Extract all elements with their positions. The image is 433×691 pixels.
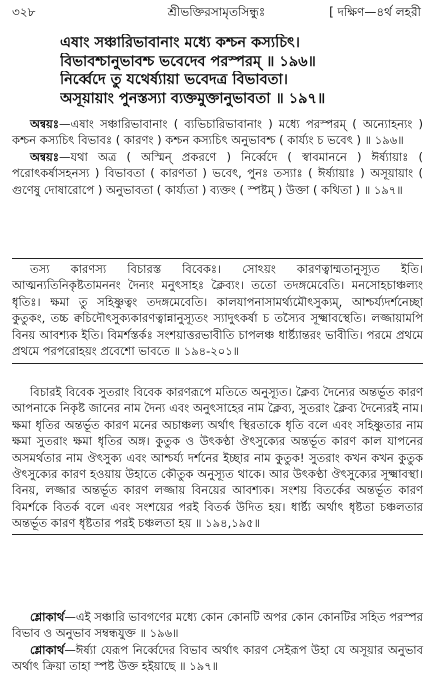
shlokartha-section <box>12 609 423 675</box>
book-title: শ্রীভক্তিরসামৃতসিন্ধুঃ <box>167 5 266 19</box>
verse-line: বিভাবশ্চানুভাবশ্চ ভবেদেব পরস্পরম্ ॥ ১৯৬॥ <box>60 53 316 70</box>
translation-text: বিচারই বিবেক সুতরাং বিবেক কারণরূপে মতিতে অনুস্যূত। ক্লৈব্য দৈন্যের অন্তর্ভূত কারণ আপনাকে নিকৃষ্ট জানের নাম দৈন্য এবং অনুৎসাহের নাম ক্লৈব্য, সুতরাং ক্লৈব্য দৈন্যেরই নাম। ক্ষমা ধৃতির অন্তর্ভূত কারণ মনের অচাঞ্চল্য অর্থাৎ স্থিরতাকে ধৃতি বলে এবং সহিষ্ণুতার নাম ক্ষমা সুতরাং ক্ষমা ধৃতির অঙ্গ। কুতুক ও উৎকণ্ঠা ঔৎসুক্যের অন্তর্ভূত কারণ কাল যাপনের অসমর্থতার নাম ঔৎসুক্য এবং আশ্চর্য্য দর্শনের ইচ্ছার নাম কুতুক! সুতরাং কখন কখন কুতুক ঔৎসুক্যের কারণ হওয়ায় উহাতে কৌতুক অনুস্যূত থাকে। আর উৎকণ্ঠা ঔৎসুক্যের সূক্ষ্মাবস্থা। বিনয়, লজ্জার অন্তর্ভূত কারণ লজ্জায় বিনয়ের আবশ্যক। সংশয় বিতর্কের অন্তর্ভূত কারণ বিমর্শকে বিতর্ক বলে এবং সংশয়ের পরই বিতর্ক উদিত হয়। ধার্ষ্ট্য অর্থাৎ ধৃষ্টতা চঞ্চলতার অন্তর্ভূত কারণ ধৃষ্টতার পরই চঞ্চলতা হয় ॥ ১৯৪,১৯৫॥ <box>12 385 423 531</box>
verse-line: এষাং সঞ্চারিভাবানাং মধ্যে কশ্চন কস্যচিৎ। <box>60 35 300 51</box>
anvaya-text: —যথা অত্র ( অস্মিন্ প্রকরণে ) নির্ব্বেদে ( স্বাবমাননে ) ঈর্ষ্যায়াঃ ( পরোৎকর্ষাসহনস্য ) বিভাবতা ( কারণতা ) ভবেৎ, পুনঃ তস্যাঃ ( ঈর্ষ্যায়াঃ ) অসূয়ায়াং ( গুণেষু দোষারোপে ) অনুভাবতা ( কার্য্যতা ) ব্যক্তং ( স্পষ্টম্ ) উক্তা ( কথিতা ) ॥ ১৯৭॥ <box>12 149 423 197</box>
anvaya-section <box>12 116 423 198</box>
anvaya-label: অন্বয়ঃ <box>30 149 59 164</box>
shlokartha-label: শ্লোকার্থ <box>30 642 65 657</box>
shlokartha-paragraph <box>12 642 423 675</box>
commentary-text: তস্য কারণস্য বিচারস্ত বিবেকঃ। সোঽয়ং কারণত্বাম্মতানুস্যূত ইতি। আত্মন্যতিনিকৃষ্টতামননং দৈন্যং মনুৎসাহঃ ক্লৈব্যং। ততো তদঙ্গমেবেতি। মনসোহচাঞ্চল্যং ধৃতিঃ। ক্ষমা তু সহিষ্ণুত্বং তদঙ্গমেবেতি। কালযাপনাসামর্থ্যমৌৎসুক্যম্, আশ্চর্য্যদর্শনেচ্ছা কুতুকং, তচ্চ ক্বচিদৌৎসুক্যকারণত্বান্নানুস্যূতং স্যাদুৎকর্ষা চ তস্যৈব সূক্ষ্মাবস্থেতি। লজ্জায়ামপি বিনয় আবশ্যক ইতি। বিমর্শস্তর্কঃ সংশয়াত্তরভাবীতি চাপলঞ্চ ধার্ষ্ট্যান্তরং ভাবীতি। পরমে প্রথমে প্রথমে পরপরোহয়ং প্রবেশো ভাবতে ॥ ১৯৪-২০১॥ <box>12 262 423 359</box>
page-number: ৩২৮ <box>12 5 36 19</box>
commentary-section <box>12 258 423 364</box>
anvaya-paragraph <box>12 116 423 149</box>
shlokartha-text: —ঈর্ষ্যা যেরূপ নির্ব্বেদের বিভাব অর্থাৎ কারণ সেইরূপ উহা যে অসূয়ার অনুভাব অর্থাৎ ক্রিয়া তাহা স্পষ্ট উক্ত হইয়াছে ॥ ১৯৭॥ <box>12 642 423 674</box>
anvaya-text: —এষাং সঞ্চারিভাবানাং ( ব্যভিচারিভাবানাং ) মধ্যে পরস্পরম্ ( অন্যোহন্যং ) কশ্চন কস্যচিৎ বিভাবঃ ( কারণং ) কশ্চন কস্যচিৎ অনুভাবশ্চ ( কার্য্যং চ ভবেৎ ) ॥ ১৯৬॥ <box>12 117 423 148</box>
verse-block <box>60 34 421 108</box>
verse-line: নির্ব্বেদে তু যথের্ষ্যায়া ভবেদত্র বিভাবতা। <box>60 72 288 88</box>
running-header <box>10 2 423 22</box>
verse-line: অসূয়ায়াং পুনস্তস্যা ব্যক্তমুক্তানুভাবতা ॥ ১৯৭॥ <box>60 90 326 107</box>
chapter-title: [ দক্ষিণ—৪র্থ লহরী <box>329 5 421 19</box>
shlokartha-label: শ্লোকার্থ <box>30 610 65 624</box>
shlokartha-text: —এই সঞ্চারি ভাবগণের মধ্যে কোন কোনটি অপর কোন কোনটির সহিত পরস্পর বিভাব ও অনুভাব সম্বন্ধযুক্ত ॥ ১৯৬॥ <box>12 610 423 641</box>
shlokartha-paragraph <box>12 609 423 642</box>
translation-section <box>12 384 423 535</box>
anvaya-paragraph <box>12 149 423 198</box>
anvaya-label: অন্বয়ঃ <box>30 117 59 131</box>
